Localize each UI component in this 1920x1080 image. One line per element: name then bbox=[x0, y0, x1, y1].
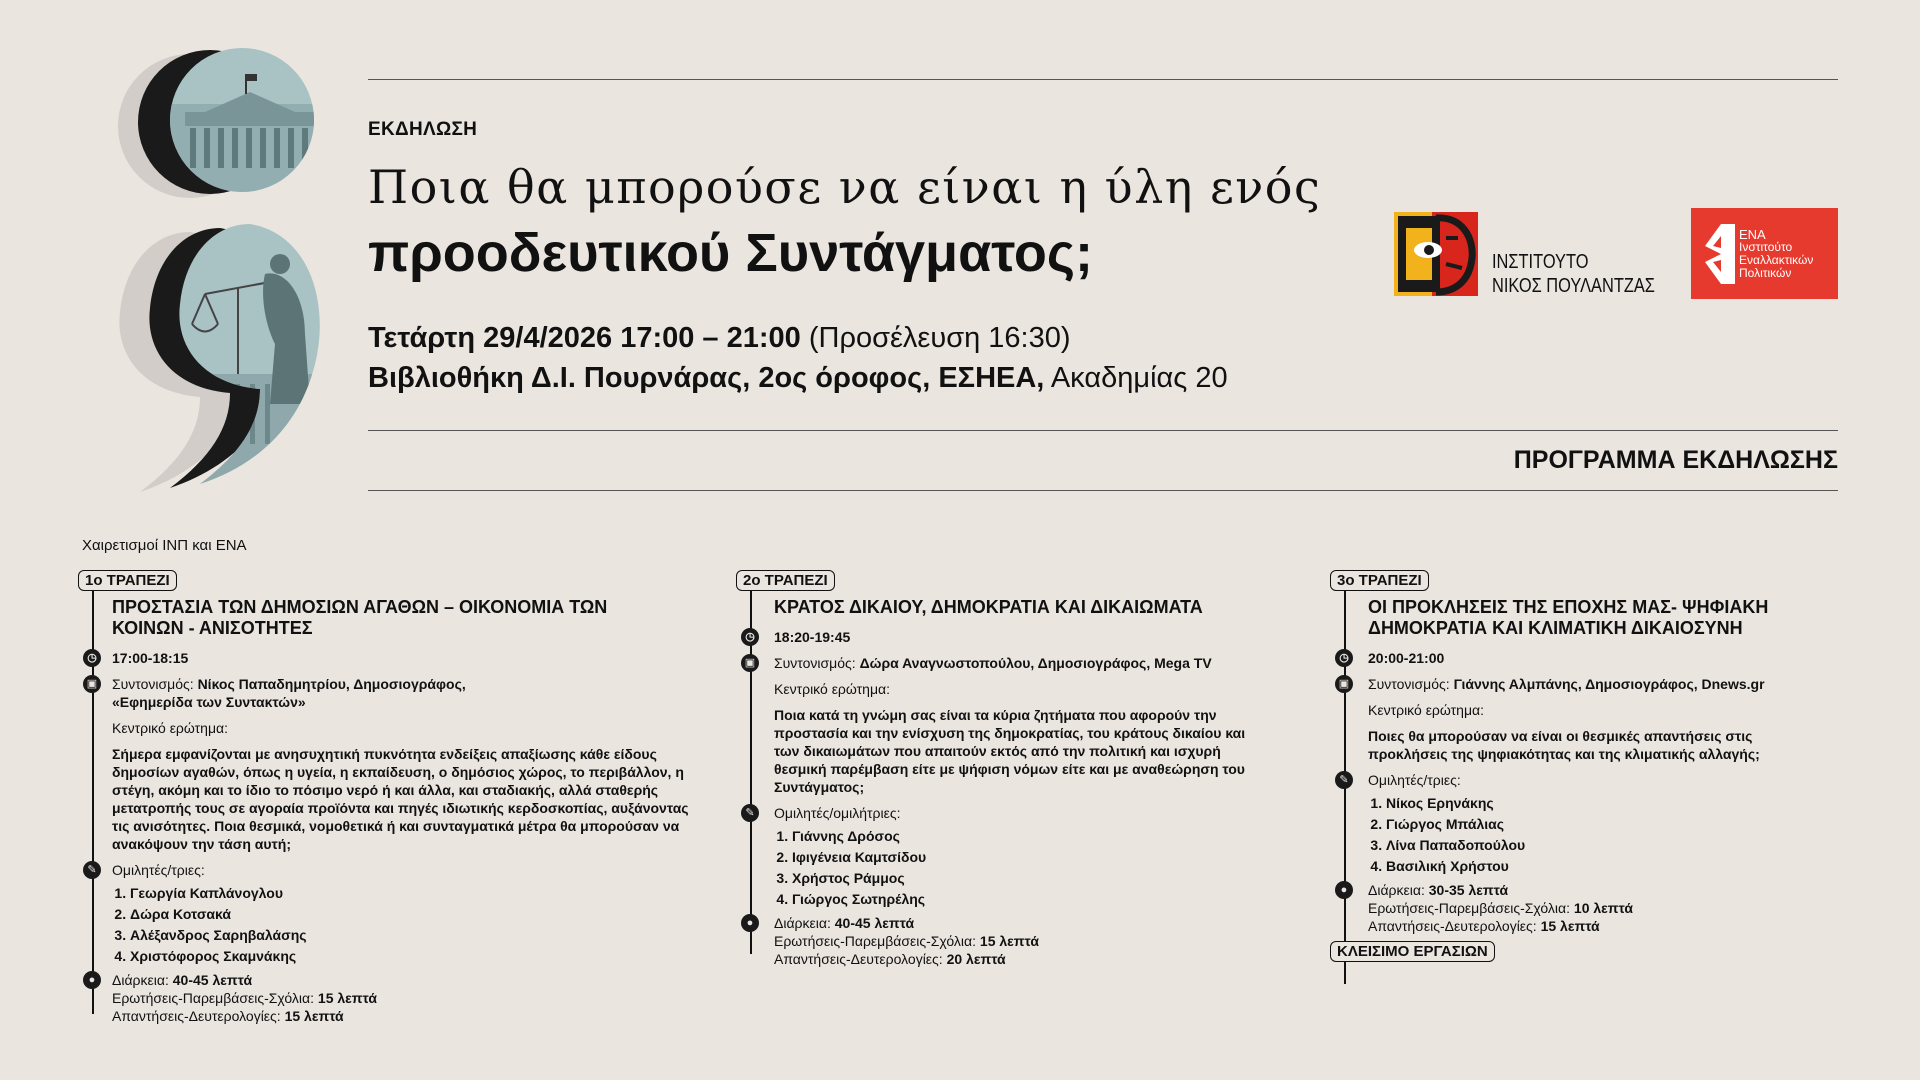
panel-3-replies-value: 15 λεπτά bbox=[1540, 918, 1600, 934]
panel-1-speaker: 1. Γεωργία Καπλάνογλου bbox=[130, 883, 698, 904]
panel-3-duration-label: Διάρκεια: bbox=[1368, 882, 1425, 898]
panel-3-question-label: Κεντρικό ερώτημα: bbox=[1368, 702, 1484, 718]
panel-1-replies-label: Απαντήσεις-Δευτερολογίες: bbox=[112, 1008, 281, 1024]
panel-2-qa-label: Ερωτήσεις-Παρεμβάσεις-Σχόλια: bbox=[774, 933, 977, 949]
panel-2-speakers bbox=[774, 826, 1296, 910]
event-date-main: Τετάρτη 29/4/2026 17:00 – 21:00 bbox=[368, 322, 801, 354]
panel-1-question-label: Κεντρικό ερώτημα: bbox=[112, 720, 228, 736]
panel-3-question: Ποιες θα μπορούσαν να είναι οι θεσμικές απαντήσεις στις προκλήσεις της ψηφιακότητας και της κλιματικής αλλαγής; bbox=[1368, 728, 1760, 762]
panel-2-speakers-label-text: Ομιλητές/ομιλήτριες: bbox=[774, 805, 901, 821]
panel-1 bbox=[78, 570, 698, 1025]
panel-3-speakers-label-text: Ομιλητές/τριες: bbox=[1368, 772, 1461, 788]
panel-2-replies-value: 20 λεπτά bbox=[946, 951, 1006, 967]
panel-1-speaker: 4. Χριστόφορος Σκαμνάκης bbox=[130, 946, 698, 967]
panel-1-qa-value: 15 λεπτά bbox=[317, 990, 377, 1006]
panel-3-speaker: 4. Βασιλική Χρήστου bbox=[1386, 856, 1870, 877]
panel-3-moderator-label: Συντονισμός: bbox=[1368, 676, 1450, 692]
event-venue-main: Βιβλιοθήκη Δ.Ι. Πουρνάρας, 2ος όροφος, ΕΣΗΕΑ, bbox=[368, 362, 1045, 394]
panel-2-speaker: 3. Χρήστος Ράμμος bbox=[792, 868, 1296, 889]
panel-2-moderator bbox=[744, 654, 1296, 672]
panel-2-duration-label: Διάρκεια: bbox=[774, 915, 831, 931]
panel-3-qa-value: 10 λεπτά bbox=[1573, 900, 1633, 916]
panel-3-speaker: 3. Λίνα Παπαδοπούλου bbox=[1386, 835, 1870, 856]
ena-name-line1: ΕΝΑ bbox=[1739, 227, 1766, 242]
panel-3-time-text: 20:00-21:00 bbox=[1368, 650, 1445, 666]
speech-bubble-icon: ● bbox=[741, 914, 759, 932]
clock-icon: ◷ bbox=[83, 649, 101, 667]
ena-symbol-icon bbox=[1701, 222, 1737, 286]
panel-1-qa-label: Ερωτήσεις-Παρεμβάσεις-Σχόλια: bbox=[112, 990, 315, 1006]
speech-bubble-icon: ● bbox=[1335, 881, 1353, 899]
panel-2-moderator-name: Δώρα Αναγνωστοπούλου, Δημοσιογράφος, Mega TV bbox=[859, 655, 1212, 671]
panel-1-duration bbox=[88, 971, 698, 1025]
panel-3-moderator bbox=[1338, 675, 1870, 693]
event-title-line1: Ποια θα μπορούσε να είναι η ύλη ενός bbox=[368, 160, 1322, 214]
panel-3-duration bbox=[1340, 881, 1870, 935]
panel-2 bbox=[736, 570, 1296, 968]
panel-1-speakers-label-text: Ομιλητές/τριες: bbox=[112, 862, 205, 878]
inp-name-line2: ΝΙΚΟΣ ΠΟΥΛΑΝΤΖΑΣ bbox=[1492, 275, 1655, 297]
panel-1-speakers-label bbox=[87, 861, 698, 879]
panel-1-title: ΠΡΟΣΤΑΣΙΑ ΤΩΝ ΔΗΜΟΣΙΩΝ ΑΓΑΘΩΝ – ΟΙΚΟΝΟΜΙΑ ΤΩΝ ΚΟΙΝΩΝ - ΑΝΙΣΟΤΗΤΕΣ bbox=[112, 597, 608, 638]
panel-3-badge: 3ο ΤΡΑΠΕΖΙ bbox=[1330, 570, 1429, 591]
panel-3-replies-label: Απαντήσεις-Δευτερολογίες: bbox=[1368, 918, 1537, 934]
closing-badge: ΚΛΕΙΣΙΜΟ ΕΡΓΑΣΙΩΝ bbox=[1330, 941, 1495, 962]
panel-2-question: Ποια κατά τη γνώμη σας είναι τα κύρια ζητήματα που αφορούν την προστασία και την ενίσχυση της δημοκρατίας, του κράτους δικαίου και των δικαιωμάτων που απαιτούν εκτός από την πολιτική και ισχυρή θεσμική παρέμβαση είτε με ψήφιση νόμων είτε και με αναθεώρηση του Συντάγματος; bbox=[774, 707, 1246, 795]
panel-3-duration-value: 30-35 λεπτά bbox=[1428, 882, 1509, 898]
panel-2-time bbox=[745, 628, 1296, 646]
inp-name-line1: ΙΝΣΤΙΤΟΥΤΟ bbox=[1492, 251, 1589, 273]
event-venue bbox=[368, 362, 1228, 395]
panel-1-duration-label: Διάρκεια: bbox=[112, 972, 169, 988]
panel-2-speaker: 4. Γιώργος Σωτηρέλης bbox=[792, 889, 1296, 910]
ena-name-line4: Πολιτικών bbox=[1739, 266, 1792, 280]
panel-1-time bbox=[87, 649, 698, 667]
event-venue-address: Ακαδημίας 20 bbox=[1050, 362, 1228, 394]
panel-1-moderator-label: Συντονισμός: bbox=[112, 676, 194, 692]
ena-name-line3: Εναλλακτικών bbox=[1739, 253, 1814, 267]
ena-logo bbox=[1691, 208, 1838, 299]
panel-2-title: ΚΡΑΤΟΣ ΔΙΚΑΙΟΥ, ΔΗΜΟΚΡΑΤΙΑ ΚΑΙ ΔΙΚΑΙΩΜΑΤΑ bbox=[774, 597, 1203, 617]
microphone-icon: ▣ bbox=[83, 675, 101, 693]
microphone-icon: ▣ bbox=[741, 654, 759, 672]
panel-3-title: ΟΙ ΠΡΟΚΛΗΣΕΙΣ ΤΗΣ ΕΠΟΧΗΣ ΜΑΣ- ΨΗΦΙΑΚΗ ΔΗΜΟΚΡΑΤΙΑ ΚΑΙ ΚΛΙΜΑΤΙΚΗ ΔΙΚΑΙΟΣΥΝΗ bbox=[1368, 597, 1769, 638]
microphone-icon: ▣ bbox=[1335, 675, 1353, 693]
panel-2-moderator-label: Συντονισμός: bbox=[774, 655, 856, 671]
panel-1-time-text: 17:00-18:15 bbox=[112, 650, 189, 666]
quote-mark-artwork bbox=[80, 44, 330, 504]
panel-1-speakers bbox=[112, 883, 698, 967]
panel-1-replies-value: 15 λεπτά bbox=[284, 1008, 344, 1024]
inp-face-icon bbox=[1392, 208, 1482, 300]
clock-icon: ◷ bbox=[741, 628, 759, 646]
event-title-line2: προοδευτικού Συντάγματος; bbox=[368, 223, 1093, 283]
program-heading: ΠΡΟΓΡΑΜΜΑ ΕΚΔΗΛΩΣΗΣ bbox=[1513, 446, 1838, 474]
panel-2-badge: 2ο ΤΡΑΠΕΖΙ bbox=[736, 570, 835, 591]
panel-1-moderator-name: Νίκος Παπαδημητρίου, Δημοσιογράφος, «Εφημερίδα των Συντακτών» bbox=[112, 676, 466, 710]
greeting-text: Χαιρετισμοί ΙΝΠ και ΕΝΑ bbox=[82, 537, 247, 554]
clock-icon: ◷ bbox=[1335, 649, 1353, 667]
panel-3-speaker: 1. Νίκος Ερηνάκης bbox=[1386, 793, 1870, 814]
pen-icon: ✎ bbox=[1335, 771, 1353, 789]
panel-1-badge: 1ο ΤΡΑΠΕΖΙ bbox=[78, 570, 177, 591]
panel-1-duration-value: 40-45 λεπτά bbox=[172, 972, 253, 988]
inp-name bbox=[1492, 250, 1655, 298]
panel-2-speaker: 2. Ιφιγένεια Καμτσίδου bbox=[792, 847, 1296, 868]
panel-3-moderator-name: Γιάννης Αλμπάνης, Δημοσιογράφος, Dnews.gr bbox=[1453, 676, 1765, 692]
ena-name-line2: Ινστιτούτο bbox=[1739, 240, 1793, 254]
panel-1-speaker: 3. Αλέξανδρος Σαρηβαλάσης bbox=[130, 925, 698, 946]
panel-3-speakers bbox=[1368, 793, 1870, 877]
pen-icon: ✎ bbox=[83, 861, 101, 879]
middle-rule bbox=[368, 430, 1838, 431]
ena-name bbox=[1739, 228, 1813, 280]
panel-3-time bbox=[1339, 649, 1870, 667]
panel-2-time-text: 18:20-19:45 bbox=[774, 629, 851, 645]
panel-1-question: Σήμερα εμφανίζονται με ανησυχητική πυκνότητα ενδείξεις απαξίωσης κάθε είδους δημοσίων αγαθών, όπως η υγεία, η εκπαίδευση, ο δημόσιος χώρος, το περιβάλλον, η στέγη, ακόμη και το ίδιο το πόσιμο νερό ή και άλλα, και σταδιακής, αλλά σταθερής μετατροπής τους σε αγοραία προϊόντα και πηγές ιδιωτικής κερδοσκοπίας, αυξάνοντας τις ανισότητες. Ποια θεσμικά, νομοθετικά ή και συνταγματικά μέτρα θα μπορούσαν να ανακόψουν την τάση αυτή; bbox=[112, 746, 689, 852]
panel-3 bbox=[1330, 570, 1870, 962]
panel-2-duration-value: 40-45 λεπτά bbox=[834, 915, 915, 931]
panel-2-question-label: Κεντρικό ερώτημα: bbox=[774, 681, 890, 697]
panel-2-speakers-label bbox=[745, 804, 1296, 822]
panel-1-moderator bbox=[86, 675, 512, 711]
panel-2-speaker: 1. Γιάννης Δρόσος bbox=[792, 826, 1296, 847]
speech-bubble-icon: ● bbox=[83, 971, 101, 989]
panel-2-duration bbox=[746, 914, 1296, 968]
panel-2-qa-value: 15 λεπτά bbox=[979, 933, 1039, 949]
inp-logo bbox=[1392, 208, 1655, 305]
event-label: ΕΚΔΗΛΩΣΗ bbox=[368, 119, 478, 140]
panel-3-qa-label: Ερωτήσεις-Παρεμβάσεις-Σχόλια: bbox=[1368, 900, 1571, 916]
panel-3-speaker: 2. Γιώργος Μπάλιας bbox=[1386, 814, 1870, 835]
top-rule bbox=[368, 79, 1838, 80]
event-arrival: (Προσέλευση 16:30) bbox=[808, 322, 1071, 354]
panel-3-speakers-label bbox=[1339, 771, 1870, 789]
bottom-rule bbox=[368, 490, 1838, 491]
panel-2-replies-label: Απαντήσεις-Δευτερολογίες: bbox=[774, 951, 943, 967]
pen-icon: ✎ bbox=[741, 804, 759, 822]
event-date bbox=[368, 322, 1071, 355]
panel-1-speaker: 2. Δώρα Κοτσακά bbox=[130, 904, 698, 925]
